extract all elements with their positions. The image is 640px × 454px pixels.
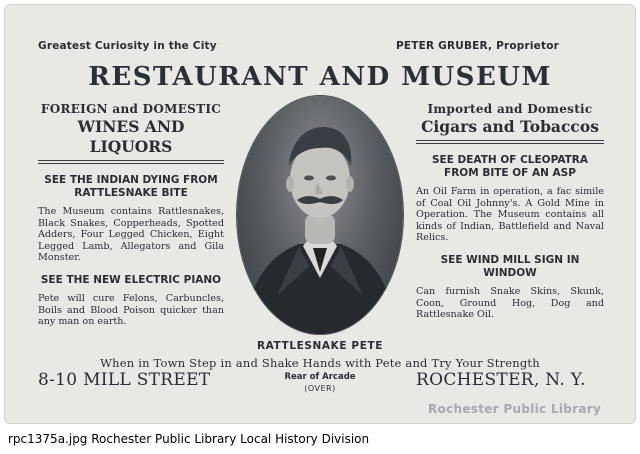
portrait-image <box>237 96 403 334</box>
over-note: (OVER) <box>304 384 336 393</box>
right-section2-text: Can furnish Snake Skins, Skunk, Coon, Ground Hog, Dog and Rattlesnake Oil. <box>416 285 604 321</box>
portrait-caption: RATTLESNAKE PETE <box>256 340 384 352</box>
right-section1-title: SEE DEATH OF CLEOPATRA FROM BITE OF AN ASP <box>431 154 589 179</box>
image-caption: rpc1375a.jpg Rochester Public Library Local History Division <box>8 432 370 446</box>
left-tagline: Greatest Curiosity in the City <box>38 40 217 52</box>
left-head-big: WINES AND LIQUORS <box>77 117 185 156</box>
invitation-line: When in Town Step in and Shake Hands with Pete and Try Your Strength <box>100 356 540 370</box>
rear-note: Rear of Arcade <box>284 372 356 382</box>
address-city: ROCHESTER, N. Y. <box>416 370 586 390</box>
library-stamp: Rochester Public Library <box>428 402 602 416</box>
right-divider <box>416 140 604 144</box>
right-head-small: Imported and Domestic <box>427 102 593 116</box>
right-section2-title: SEE WIND MILL SIGN IN WINDOW <box>440 253 580 279</box>
left-column <box>38 102 224 338</box>
left-section1-text: The Museum contains Rattlesnakes, Black Snakes, Copperheads, Spotted Adders, Four Legged Chicken, Eight Legged Lamb, Allegators and Gila Monster. <box>38 206 224 264</box>
right-column <box>416 102 604 331</box>
left-head-small: FOREIGN and DOMESTIC <box>40 102 222 116</box>
left-section1-title: SEE THE INDIAN DYING FROM RATTLESNAKE BITE <box>44 174 218 199</box>
portrait-illustration <box>237 96 403 334</box>
right-head-big: Cigars and Tobaccos <box>421 117 599 136</box>
left-section2-title: SEE THE NEW ELECTRIC PIANO <box>40 273 222 286</box>
left-divider <box>38 160 224 164</box>
postcard <box>4 4 636 424</box>
right-section1-text: An Oil Farm in operation, a fac simile of Coal Oil Johnny's. A Gold Mine in Operation. The Museum contains all kinds of Indian, Battlefield and Naval Relics. <box>416 186 604 244</box>
address-street: 8-10 MILL STREET <box>38 370 211 390</box>
card-title: RESTAURANT AND MUSEUM <box>88 62 552 92</box>
left-section2-text: Pete will cure Felons, Carbuncles, Boils and Blood Poison quicker than any man on earth. <box>38 292 224 328</box>
right-tagline: PETER GRUBER, Proprietor <box>396 40 559 52</box>
portrait-frame <box>237 96 403 334</box>
